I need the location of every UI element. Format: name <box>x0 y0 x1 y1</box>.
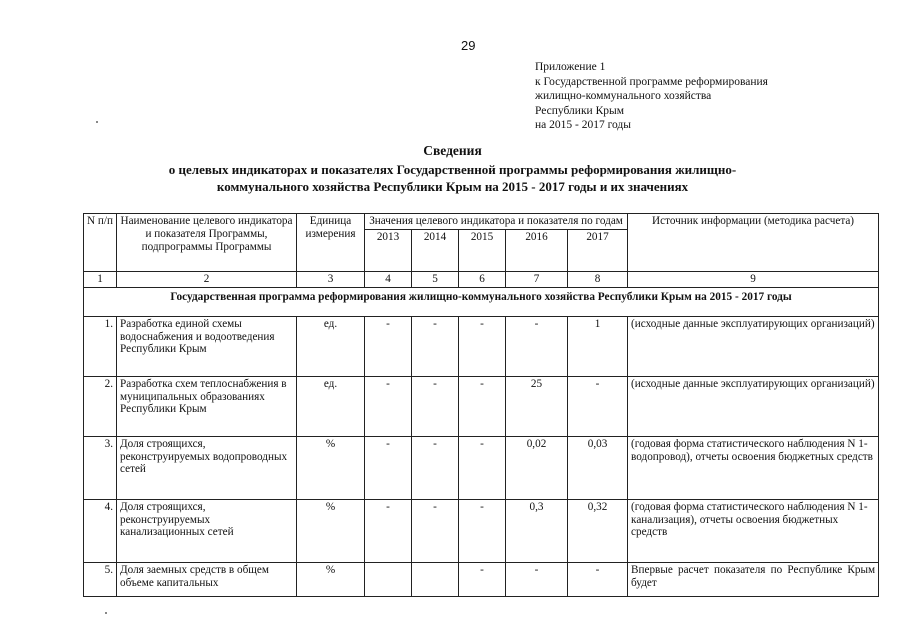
row-unit: % <box>297 562 365 596</box>
appendix-line: к Государственной программе реформирования <box>535 75 768 88</box>
row-value: - <box>412 436 459 499</box>
row-value <box>412 562 459 596</box>
row-value: - <box>412 316 459 376</box>
col-number: 7 <box>506 272 568 288</box>
row-unit: % <box>297 436 365 499</box>
header-year: 2014 <box>412 230 459 272</box>
row-name: Доля заемных средств в общем объеме капитальных <box>117 562 297 596</box>
col-number: 5 <box>412 272 459 288</box>
header-unit: Единица измерения <box>297 214 365 272</box>
header-num: N п/п <box>84 214 117 272</box>
row-num: 3. <box>84 436 117 499</box>
row-value: - <box>459 316 506 376</box>
row-value: - <box>365 436 412 499</box>
row-num: 1. <box>84 316 117 376</box>
appendix-line: жилищно-коммунального хозяйства <box>535 90 712 103</box>
row-name: Доля строящихся, реконструируемых водопроводных сетей <box>117 436 297 499</box>
col-number: 2 <box>117 272 297 288</box>
appendix-line: на 2015 - 2017 годы <box>535 119 632 132</box>
document-subtitle-line2: коммунального хозяйства Республики Крым на 2015 - 2017 годы и их значениях <box>216 179 689 194</box>
header-values-group: Значения целевого индикатора и показателя по годам <box>365 214 628 230</box>
row-value: - <box>365 499 412 562</box>
row-value: - <box>412 499 459 562</box>
row-value: - <box>506 562 568 596</box>
table-row <box>84 436 879 499</box>
header-name: Наименование целевого индикатора и показателя Программы, подпрограммы Программы <box>117 214 297 272</box>
row-source: Впервые расчет показателя по Республике Крым будет <box>628 562 879 596</box>
row-value: - <box>365 376 412 436</box>
row-value: 1 <box>568 316 628 376</box>
row-value: - <box>506 316 568 376</box>
row-value: - <box>459 436 506 499</box>
row-value: - <box>568 562 628 596</box>
section-title: Государственная программа реформирования жилищно-коммунального хозяйства Республики Крым на 2015 - 2017 годы <box>84 287 879 316</box>
row-value: - <box>459 376 506 436</box>
row-source: (исходные данные эксплуатирующих организаций) <box>628 376 879 436</box>
col-number: 1 <box>84 272 117 288</box>
row-source: (исходные данные эксплуатирующих организаций) <box>628 316 879 376</box>
row-value <box>365 562 412 596</box>
row-value: - <box>459 499 506 562</box>
row-name: Разработка схем теплоснабжения в муниципальных образованиях Республики Крым <box>117 376 297 436</box>
row-num: 5. <box>84 562 117 596</box>
row-num: 2. <box>84 376 117 436</box>
col-number: 6 <box>459 272 506 288</box>
header-year: 2016 <box>506 230 568 272</box>
row-num: 4. <box>84 499 117 562</box>
header-year: 2013 <box>365 230 412 272</box>
row-value: 0,32 <box>568 499 628 562</box>
col-number: 9 <box>628 272 879 288</box>
header-year: 2017 <box>568 230 628 272</box>
row-value: 0,02 <box>506 436 568 499</box>
row-value: 0,3 <box>506 499 568 562</box>
row-unit: % <box>297 499 365 562</box>
document-subtitle-line1: о целевых индикаторах и показателях Государственной программы реформирования жилищно- <box>168 162 737 177</box>
appendix-line: Приложение 1 <box>535 61 606 73</box>
table-row <box>84 316 879 376</box>
row-source: (годовая форма статистического наблюдения N 1-водопровод), отчеты освоения бюджетных средств <box>628 436 879 499</box>
row-name: Разработка единой схемы водоснабжения и водоотведения Республики Крым <box>117 316 297 376</box>
header-year: 2015 <box>459 230 506 272</box>
row-unit: ед. <box>297 316 365 376</box>
column-numbers-row <box>84 272 879 288</box>
row-unit: ед. <box>297 376 365 436</box>
row-value: - <box>568 376 628 436</box>
col-number: 3 <box>297 272 365 288</box>
row-name: Доля строящихся, реконструируемых канализационных сетей <box>117 499 297 562</box>
appendix-note <box>535 60 768 133</box>
document-heading: Сведения <box>423 143 482 158</box>
row-value: 0,03 <box>568 436 628 499</box>
table-row <box>84 376 879 436</box>
table-row <box>84 499 879 562</box>
row-value: - <box>459 562 506 596</box>
appendix-line: Республики Крым <box>535 104 624 117</box>
scan-speck <box>96 121 98 123</box>
row-value: - <box>365 316 412 376</box>
table-row <box>84 562 879 596</box>
row-source: (годовая форма статистического наблюдения N 1-канализация), отчеты освоения бюджетных средств <box>628 499 879 562</box>
page-number: 29 <box>461 38 476 53</box>
indicators-table <box>83 213 879 597</box>
row-value: 25 <box>506 376 568 436</box>
col-number: 8 <box>568 272 628 288</box>
header-source: Источник информации (методика расчета) <box>628 214 879 272</box>
col-number: 4 <box>365 272 412 288</box>
scan-speck <box>105 612 107 614</box>
row-value: - <box>412 376 459 436</box>
